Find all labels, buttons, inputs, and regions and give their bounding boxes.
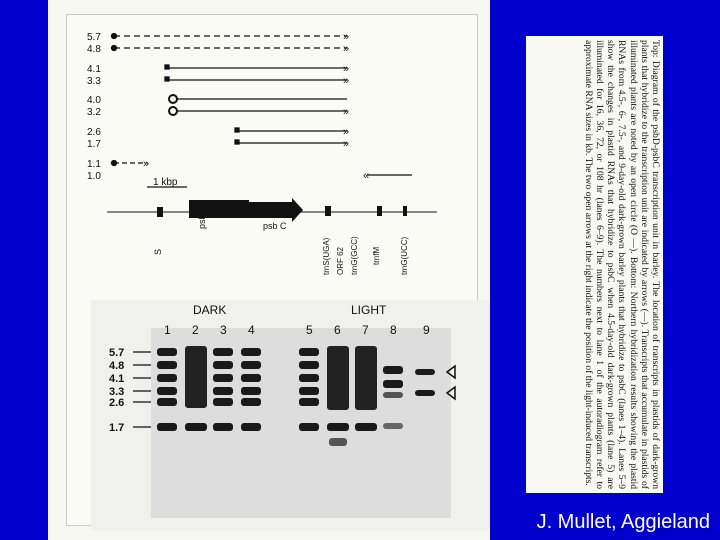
right-panel (490, 0, 720, 540)
figure-caption: Top: Diagram of the psbD-psbC transcription unit in barley. The location of transcripts in plastids of dark-grown plants that hybridize to the transcription unit are indicated by arrows (—). Transcripts that accumulate in plastids of illuminated plants are noted by an open circle (O —). Bottom: Northern hybridization results showing the plastid RNAs from 4.5-, 6-, 7.5-, and 9-day-old dark-grown barley plants that hybridize to psbC (lanes 1–4). Lanes 5–9 show the changes in plastid RNAs that hybridize to psbC when 4.5-day-old dark-grown plants (lane 5) are illuminated for 16, 36, 72, or 108 hr (lanes 6–9). The numbers next to lane 1 of the autoradiogram refer to approximate RNA sizes in kb. The two open arrows at the right indicate the position of the light-induced transcripts. (582, 40, 661, 489)
northern-blot (91, 300, 491, 530)
marker-label: 5.7 (109, 347, 125, 359)
size-label: 1.0 (87, 171, 101, 182)
size-label: 3.3 (87, 76, 101, 87)
size-label: 5.7 (87, 32, 101, 43)
marker-label: 2.6 (109, 397, 125, 409)
transcript-arrows (112, 31, 413, 182)
gene-label-psbd: psb D (197, 205, 207, 229)
figure-page (48, 0, 490, 540)
trna-label: trnS(UGA) (322, 237, 331, 275)
svg-text:»: » (343, 43, 350, 55)
trna-label: S (153, 248, 163, 255)
svg-text:»: » (143, 158, 150, 170)
size-label: 1.1 (87, 159, 101, 170)
lane-label: 5 (306, 323, 313, 337)
lane-label: 3 (220, 323, 227, 337)
lane-label: 9 (423, 323, 430, 337)
marker-label: 3.3 (109, 386, 125, 398)
lane-label: 6 (334, 323, 341, 337)
slide-credit: J. Mullet, Aggieland (536, 511, 710, 533)
figure-paper (66, 14, 478, 526)
left-blue-bar (0, 0, 48, 540)
lane-label: 8 (390, 323, 397, 337)
size-label: 2.6 (87, 127, 101, 138)
group-label-dark: DARK (193, 303, 227, 317)
marker-arrows (133, 352, 151, 427)
size-label: 4.8 (87, 44, 101, 55)
svg-text:»: » (343, 31, 350, 43)
svg-text:«: « (363, 170, 370, 182)
size-label: 4.0 (87, 95, 101, 106)
lane-label: 4 (248, 323, 255, 337)
lane-label: 2 (192, 323, 199, 337)
marker-label: 4.1 (109, 373, 125, 385)
figure-caption-box (526, 36, 663, 493)
trna-label: trnG(UCC) (400, 236, 409, 275)
trna-label: ORF 62 (336, 246, 345, 275)
svg-text:»: » (343, 106, 350, 118)
lane-label: 7 (362, 323, 369, 337)
size-label: 4.1 (87, 64, 101, 75)
scale-label: 1 kbp (153, 177, 178, 188)
marker-label: 4.8 (109, 360, 125, 372)
trna-label: trnfM (372, 246, 381, 265)
svg-text:»: » (343, 138, 350, 150)
gene-label-psbc: psb C (263, 221, 287, 231)
marker-label: 1.7 (109, 422, 125, 434)
size-label: 3.2 (87, 107, 101, 118)
size-label: 1.7 (87, 139, 101, 150)
lane-label: 1 (164, 323, 171, 337)
genome-map (107, 198, 437, 222)
svg-text:»: » (343, 126, 350, 138)
northern-gel-panel (91, 300, 491, 530)
svg-text:»: » (343, 75, 350, 87)
trna-label: trnG(GCC) (350, 236, 359, 275)
svg-text:»: » (343, 63, 350, 75)
group-label-light: LIGHT (351, 303, 387, 317)
